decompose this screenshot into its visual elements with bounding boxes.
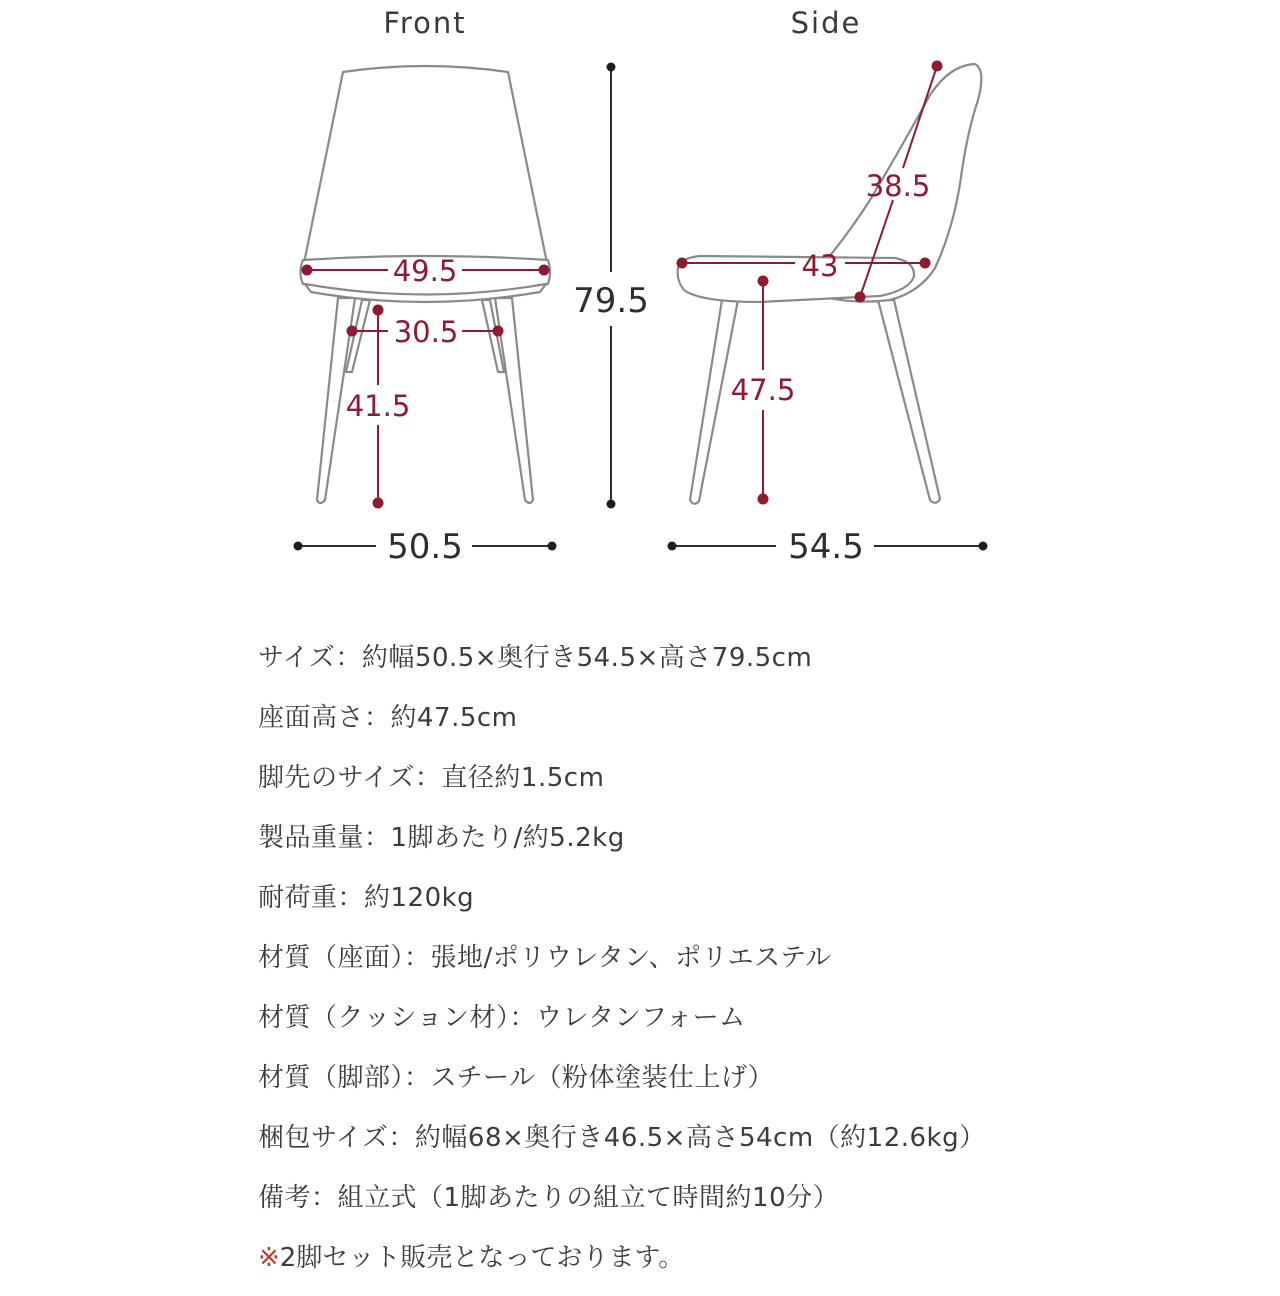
front-seat-width-label: 49.5 — [392, 254, 458, 288]
spec-seat-height: 座面高さ：約47.5cm — [258, 703, 518, 733]
side-seat-height-dimension — [731, 276, 796, 505]
front-overall-width-dimension — [294, 527, 557, 567]
spec-size: サイズ：約幅50.5×奥行き54.5×高さ79.5cm — [258, 643, 813, 673]
spec-remarks: 備考：組立式（1脚あたりの組立て時間約10分） — [258, 1183, 840, 1213]
front-inner-width-dimension — [347, 315, 504, 349]
front-overall-width-label: 50.5 — [387, 527, 463, 567]
side-overall-depth-label: 54.5 — [788, 527, 864, 567]
side-seat-depth-label: 43 — [801, 249, 839, 283]
side-overall-depth-dimension — [668, 527, 988, 567]
spec-material-seat: 材質（座面）：張地/ポリウレタン、ポリエステル — [258, 943, 832, 973]
note-mark-icon: ※ — [258, 1243, 280, 1273]
side-seat-height-label: 47.5 — [730, 373, 796, 407]
sale-note — [258, 1236, 1248, 1296]
spec-package-size: 梱包サイズ：約幅68×奥行き46.5×高さ54cm（約12.6kg） — [258, 1123, 986, 1153]
chair-dimension-diagram — [0, 0, 1280, 600]
side-view-label: Side — [790, 6, 862, 40]
spec-leg-tip-size: 脚先のサイズ：直径約1.5cm — [258, 763, 605, 793]
spec-list — [258, 636, 1248, 1296]
spec-weight: 製品重量：1脚あたり/約5.2kg — [258, 823, 625, 853]
side-back-leg — [878, 300, 940, 503]
front-view-label: Front — [383, 6, 467, 40]
note-text: 2脚セット販売となっております。 — [279, 1243, 685, 1273]
overall-height-dimension — [573, 63, 649, 509]
spec-material-cushion: 材質（クッション材）：ウレタンフォーム — [258, 1003, 746, 1033]
overall-height-label: 79.5 — [573, 281, 649, 321]
side-chair-drawing — [678, 64, 982, 504]
front-backrest — [303, 66, 548, 268]
spec-load-capacity: 耐荷重：約120kg — [258, 883, 475, 913]
front-inner-width-label: 30.5 — [393, 315, 459, 349]
spec-material-legs: 材質（脚部）：スチール（粉体塗装仕上げ） — [258, 1063, 774, 1093]
side-back-height-label: 38.5 — [865, 169, 931, 203]
front-leg-height-label: 41.5 — [345, 389, 411, 423]
